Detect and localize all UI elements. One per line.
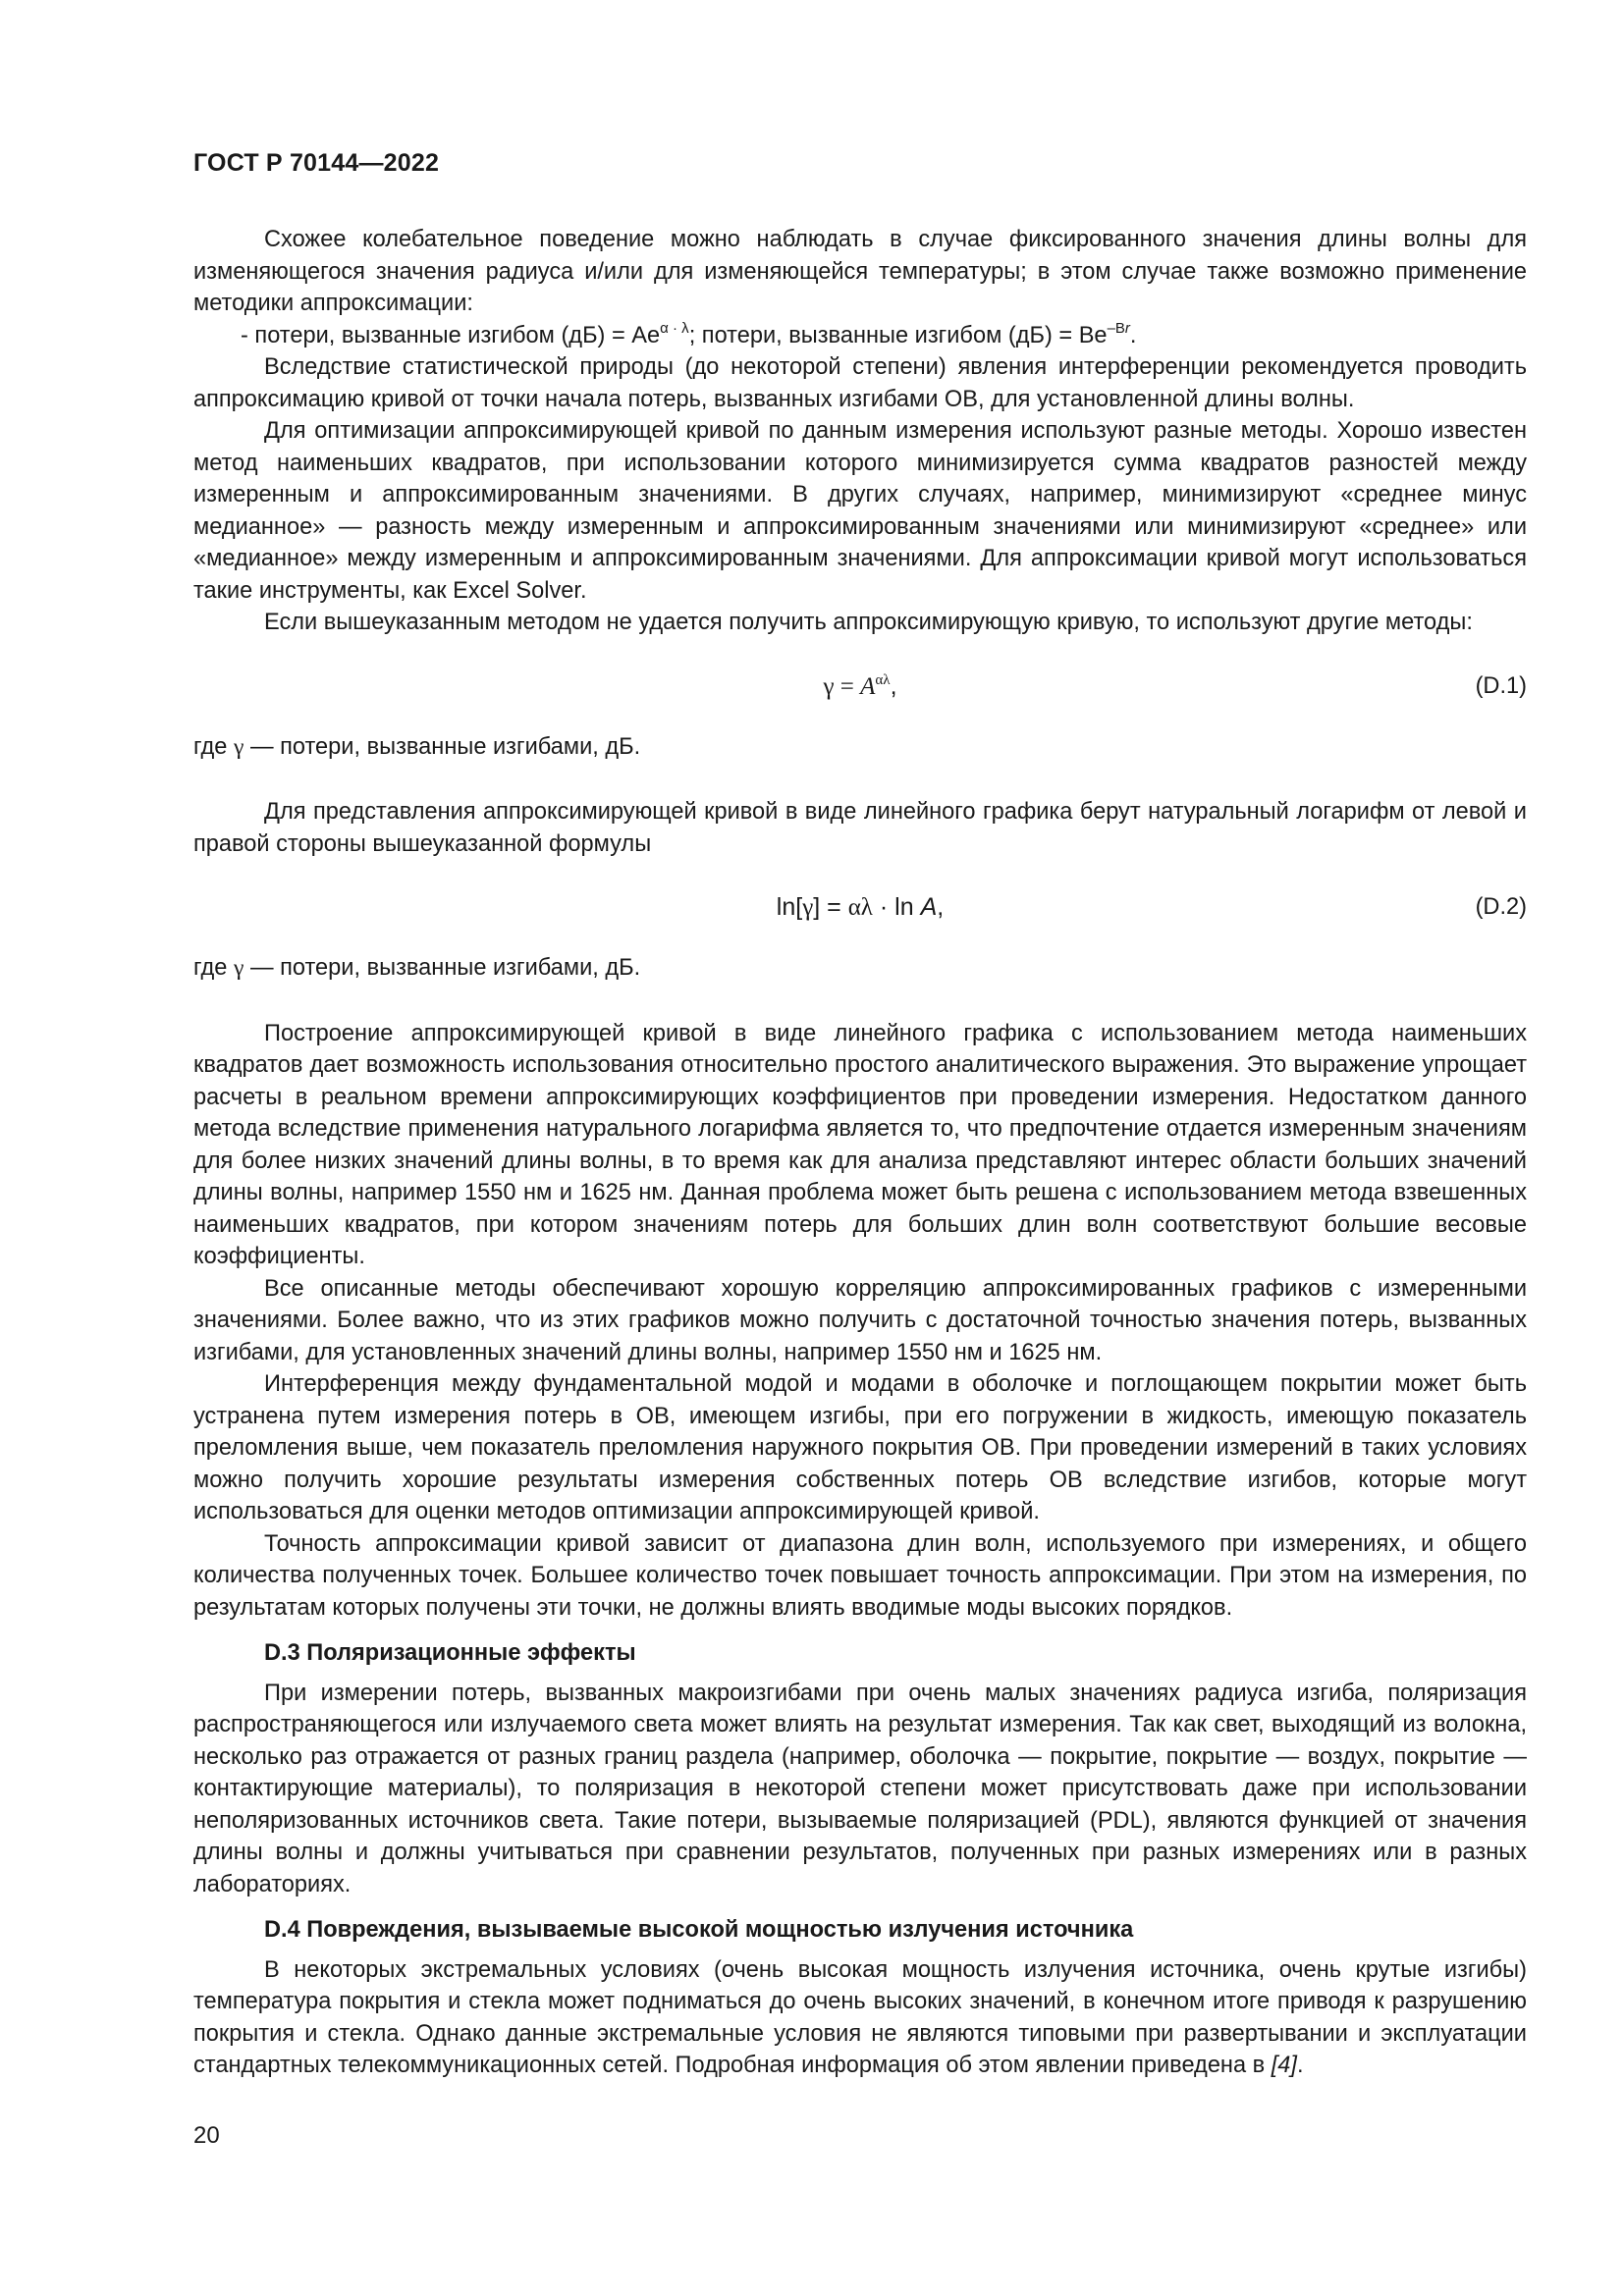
paragraph: При измерении потерь, вызванных макроизгибами при очень малых значениях радиуса изгиба, поляризация распространяющегося или излучаемого света может влиять на результат измерения. Так как свет, выходящий из волокна, несколько раз отражается от разных границ раздела (например, оболочка — покрытие, покрытие — воздух, покрытие — контактирующие материалы), то поляризация в некоторой степени может присутствовать даже при использовании неполяризованных источников света. Такие потери, вызываемые поляризацией (PDL), являются функцией от значения длины волны и должны учитываться при сравнении результатов, полученных при разных измерениях или в разных лабораториях. <box>193 1680 1527 1897</box>
paragraph <box>193 1954 1527 2082</box>
document-header: ГОСТ Р 70144—2022 <box>193 149 440 177</box>
paragraph: Интерференция между фундаментальной модой и модами в оболочке и поглощающем покрытии может быть устранена путем измерения потерь в ОВ, имеющем изгибы, при его погружении в жидкость, имеющую показатель преломления выше, чем показатель преломления наружного покрытия ОВ. При проведении измерений в таких условиях можно получить хорошие результаты измерения собственных потерь ОВ вследствие изгибов, которые могут использоваться для оценки методов оптимизации аппроксимирующей кривой. <box>193 1371 1527 1524</box>
legend-text: где <box>193 955 234 981</box>
formula-symbol: γ <box>802 894 814 921</box>
paragraph: Если вышеуказанным методом не удается получить аппроксимирующую кривую, то используют другие методы: <box>264 610 1473 635</box>
paragraph: Все описанные методы обеспечивают хорошую корреляцию аппроксимированных графиков с измеренными значениями. Более важно, что из этих графиков можно получить с достаточной точностью значения потерь, вызванных изгибами, для установленных значений длины волны, например 1550 нм и 1625 нм. <box>193 1275 1527 1365</box>
body-text <box>193 224 1527 2082</box>
formula-expression <box>193 670 1527 704</box>
formula-part: γ = <box>823 672 861 700</box>
exponent: α · λ <box>660 319 689 337</box>
bullet-text: - потери, вызванные изгибом (дБ) = Ae <box>241 322 661 348</box>
page-number: 20 <box>193 2122 220 2149</box>
bullet-text: ; потери, вызванные изгибом (дБ) = Be <box>688 322 1108 348</box>
formula-expression <box>193 891 1527 925</box>
formula-number: (D.1) <box>1475 672 1527 699</box>
reference-link[interactable]: [4] <box>1271 2053 1297 2078</box>
formula-symbol: αλ <box>847 894 873 921</box>
formula-number: (D.2) <box>1475 894 1527 920</box>
legend-symbol: γ <box>234 733 244 760</box>
formula-part: · ln <box>872 893 921 921</box>
formula-part: ln[ <box>776 893 803 921</box>
legend-text: — потери, вызванные изгибами, дБ. <box>244 733 641 760</box>
legend-symbol: γ <box>234 955 244 981</box>
formula-variable: A <box>860 672 876 700</box>
paragraph: Для оптимизации аппроксимирующей кривой по данным измерения используют разные методы. Хорошо известен метод наименьших квадратов, при использовании которого минимизируется сумма квадратов разностей между измеренным и аппроксимированным значениями. В других случаях, например, минимизируют «среднее минус медианное» — разность между измеренным и аппроксимированным значениями или минимизируют «среднее» или «медианное» между измеренным и аппроксимированным значениями. Для аппроксимации кривой могут использоваться такие инструменты, как Excel Solver. <box>193 418 1527 604</box>
formula-part: , <box>937 893 945 921</box>
paragraph: Построение аппроксимирующей кривой в виде линейного графика с использованием метода наименьших квадратов дает возможность использования относительно простого аналитического выражения. Это выражение упрощает расчеты в реальном времени аппроксимирующих коэффициентов при проведении измерения. Недостатком данного метода вследствие применения натурального логарифма является то, что предпочтение отдается измеренным значениям для более низких значений длины волны, в то время как для анализа представляют интерес области больших значений длины волны, например 1550 нм и 1625 нм. Данная проблема может быть решена с использованием метода взвешенных наименьших квадратов, при котором значениям потерь для больших длин волн соответствуют большие весовые коэффициенты. <box>193 1020 1527 1269</box>
legend-text: — потери, вызванные изгибами, дБ. <box>244 955 641 981</box>
formula-legend <box>193 731 1527 764</box>
exponent-part: –B <box>1107 319 1125 337</box>
paragraph-text: . <box>1296 2053 1304 2078</box>
exponent <box>1108 320 1130 337</box>
paragraph: Схожее колебательное поведение можно наблюдать в случае фиксированного значения длины волны для изменяющегося значения радиуса и/или для изменяющейся температуры; в этом случае также возможно применение методики аппроксимации: <box>193 227 1527 316</box>
paragraph-text: В некоторых экстремальных условиях (очень высокая мощность излучения источника, очень крутые изгибы) температура покрытия и стекла может подниматься до очень высоких значений, в конечном итоге приводя к разрушению покрытия и стекла. Однако данные экстремальные условия не являются типовыми при развертывании и эксплуатации стандартных телекоммуникационных сетей. Подробная информация об этом явлении приведена в <box>193 1956 1527 2078</box>
formula-part: ] = <box>813 893 848 921</box>
exponent: αλ <box>875 671 891 688</box>
exponent-variable: r <box>1124 319 1130 337</box>
bullet-item <box>193 320 1527 352</box>
formula-d2 <box>193 880 1527 942</box>
section-heading-d4: D.4 Повреждения, вызываемые высокой мощностью излучения источника <box>264 1917 1134 1943</box>
paragraph: Вследствие статистической природы (до некоторой степени) явления интерференции рекомендуется проводить аппроксимацию кривой от точки начала потерь, вызванных изгибами ОВ, для установленной длины волны. <box>193 354 1527 412</box>
paragraph: Для представления аппроксимирующей кривой в виде линейного графика берут натуральный логарифм от левой и правой стороны вышеуказанной формулы <box>193 799 1527 857</box>
formula-part: , <box>890 671 897 700</box>
formula-legend <box>193 952 1527 985</box>
section-heading-d3: D.3 Поляризационные эффекты <box>264 1640 636 1666</box>
formula-variable: A <box>920 893 938 921</box>
bullet-text: . <box>1129 322 1137 348</box>
legend-text: где <box>193 733 234 760</box>
paragraph: Точность аппроксимации кривой зависит от диапазона длин волн, используемого при измерениях, и общего количества полученных точек. Большее количество точек повышает точность аппроксимации. При этом на измерения, по результатам которых получены эти точки, не должны влиять вводимые моды высоких порядков. <box>193 1530 1527 1621</box>
formula-d1 <box>193 659 1527 721</box>
